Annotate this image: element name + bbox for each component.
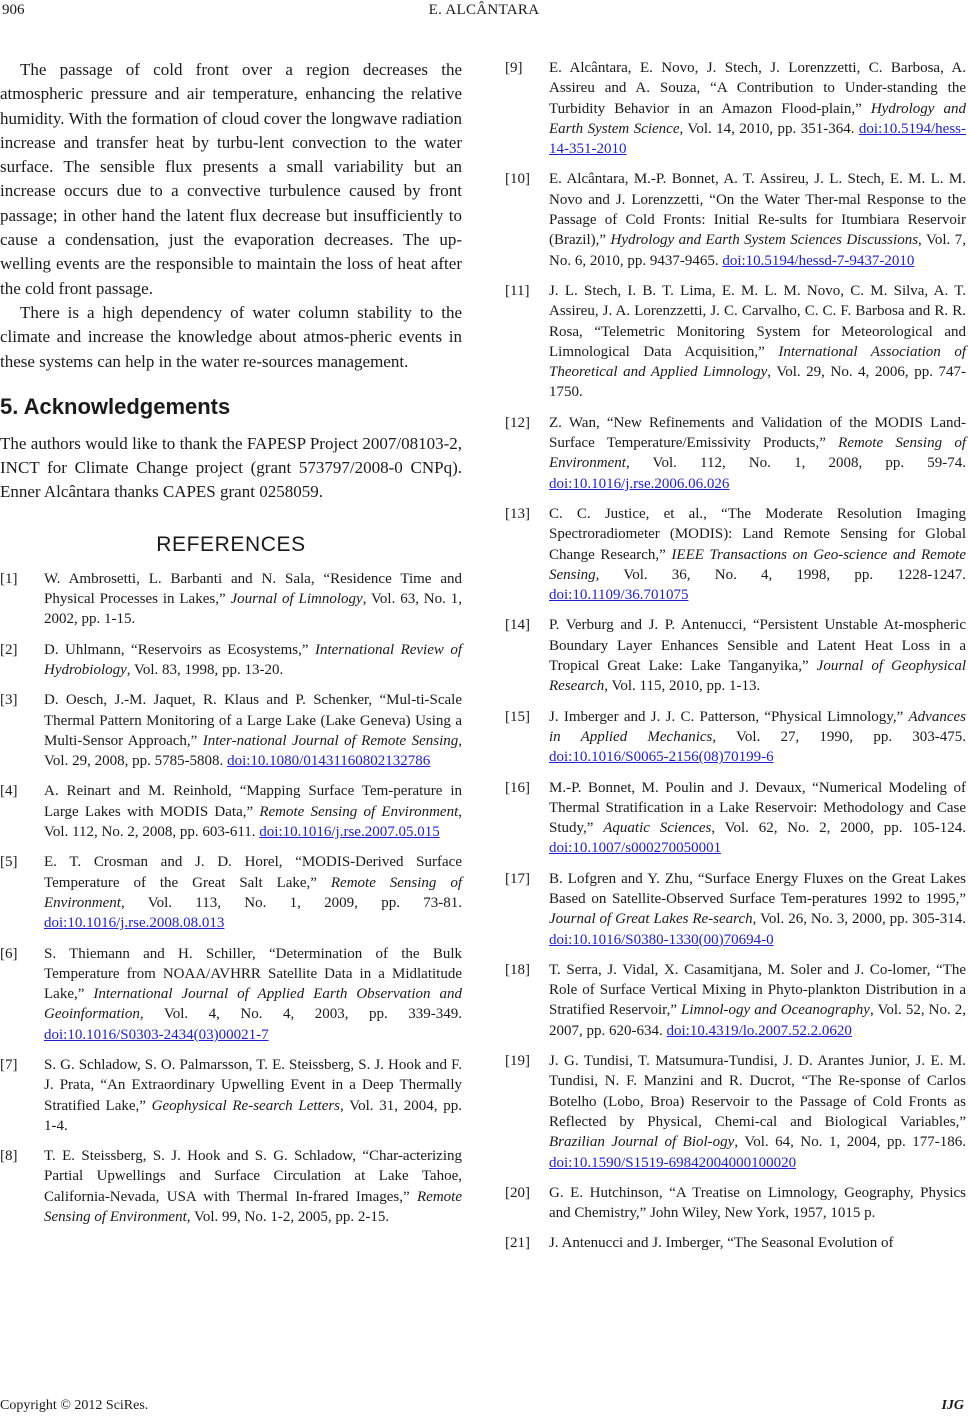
reference-details: , Vol. 112, No. 1, 2008, pp. 59-74. — [625, 455, 966, 472]
reference-text: D. Uhlmann, “Reservoirs as Ecosystems,” — [44, 641, 315, 658]
reference-number: [11] — [505, 282, 530, 299]
reference-details: , Vol. 29, No. 4, 2006, pp. 747-1750. — [549, 364, 966, 401]
reference-number: [8] — [0, 1148, 18, 1165]
reference-journal: Aquatic Sciences — [603, 820, 712, 837]
doi-link[interactable]: doi:10.1007/s000270050001 — [549, 840, 722, 857]
page-number: 906 — [2, 2, 25, 18]
reference-details: , Vol. 26, No. 3, 2000, pp. 305-314. — [752, 911, 967, 928]
reference-journal: Hydrology and Earth System Science — [549, 100, 966, 137]
reference-text: J. Imberger and J. J. C. Patterson, “Physical Limnology,” — [549, 708, 909, 725]
reference-entry — [0, 1146, 462, 1227]
doi-link[interactable]: doi:10.1016/S0380-1330(00)70694-0 — [549, 931, 774, 948]
reference-number: [12] — [505, 414, 530, 431]
reference-text: J. G. Tundisi, T. Matsumura-Tundisi, J. D. Arantes Junior, J. E. M. Tundisi, N. F. Manzini and R. Ducrot, “The Re-sponse of Carlos Botelho (Lobo, Broa) Reservoir to the Passage of Cold Fronts as Reflected by Physical, Chemi-cal and Biological Variables,” — [549, 1053, 966, 1130]
reference-list-right — [505, 58, 966, 1254]
reference-details: , Vol. 27, 1990, pp. 303-475. — [712, 728, 967, 745]
reference-journal: Journal of Geophysical Research — [549, 658, 967, 695]
reference-text: M.-P. Bonnet, M. Poulin and J. Devaux, “Numerical Modeling of Thermal Stratification in a Lake Reservoir: Methodology and Case Study,” — [549, 779, 966, 837]
reference-details: , Vol. 14, 2010, pp. 351-364. — [679, 120, 859, 137]
left-column — [0, 58, 462, 1237]
body-paragraph: The passage of cold front over a region decreases the atmospheric pressure and air temperature, enhancing the relative humidity. With the formation of cloud cover the longwave radiation increase and transfer heat by turbu-lent convection to the water surface. The sensible flux presents a small variability but an increase occurs due to a convective turbulence caused by front passage; in other hand the latent flux decrease but insufficiently to cause a condensation, just the evaporation decreases. The up-welling events are the responsible to maintain the loss of heat after the cold front passage. — [0, 60, 462, 298]
reference-number: [21] — [505, 1235, 530, 1252]
reference-entry — [505, 960, 966, 1041]
reference-details: , Vol. 64, No. 1, 2004, pp. 177-186. — [734, 1134, 966, 1151]
reference-text: J. Antenucci and J. Imberger, “The Seasonal Evolution of — [549, 1235, 894, 1252]
reference-journal: Advances in Applied Mechanics — [549, 708, 966, 745]
reference-journal: Limnol-ogy and Oceanography — [681, 1002, 870, 1019]
doi-link[interactable]: doi:10.1016/S0065-2156(08)70199-6 — [549, 749, 774, 766]
reference-text: S. Thiemann and H. Schiller, “Determination of the Bulk Temperature from NOAA/AVHRR Satellite Data in a Midlatitude Lake,” — [44, 945, 462, 1003]
doi-link[interactable]: doi:10.1016/S0303-2434(03)00021-7 — [44, 1026, 269, 1043]
reference-text: E. T. Crosman and J. D. Horel, “MODIS-Derived Surface Temperature of the Great Salt Lake,” — [44, 854, 462, 891]
doi-link[interactable]: doi:10.1109/36.701075 — [549, 587, 689, 604]
reference-journal: Brazilian Journal of Biol-ogy — [549, 1134, 735, 1151]
reference-details: , Vol. 113, No. 1, 2009, pp. 73-81. — [120, 894, 462, 911]
reference-entry — [505, 58, 966, 159]
reference-details: , Vol. 36, No. 4, 1998, pp. 1228-1247. — [595, 566, 966, 583]
reference-entry — [505, 1051, 966, 1173]
acknowledgements-heading: 5. Acknowledgements — [0, 393, 231, 419]
reference-details: , Vol. 115, 2010, pp. 1-13. — [604, 678, 761, 695]
reference-number: [15] — [505, 708, 530, 725]
reference-text: E. Alcântara, E. Novo, J. Stech, J. Lorenzzetti, C. Barbosa, A. Assireu and A. Souza, “A Contribution to Under-standing the Turbidity Behavior in an Amazon Flood-plain,” — [549, 60, 966, 117]
reference-journal: Inter-national Journal of Remote Sensing — [202, 732, 459, 749]
reference-text: E. Alcântara, M.-P. Bonnet, A. T. Assireu, J. L. Stech, E. M. L. M. Novo and J. Lorenzzetti, “On the Water Ther-mal Response to the Passage of Cold Fronts: Initial Re-sults for Itumbiara Reservoir (Brazil),” — [549, 171, 966, 249]
reference-entry — [505, 615, 966, 696]
reference-journal: Remote Sensing of Environment — [44, 874, 462, 911]
reference-text: A. Reinart and M. Reinhold, “Mapping Surface Tem-perature in Large Lakes with MODIS Data,” — [44, 783, 462, 820]
reference-number: [10] — [505, 171, 530, 188]
reference-number: [19] — [505, 1053, 530, 1070]
reference-text: B. Lofgren and Y. Zhu, “Surface Energy Fluxes on the Great Lakes Based on Satellite-Observed Surface Tem-peratures 1992 to 1995,” — [549, 870, 966, 907]
reference-journal: Journal of Limnology — [230, 591, 363, 608]
reference-text: C. C. Justice, et al., “The Moderate Resolution Imaging Spectroradiometer (MODIS): Land Remote Sensing for Global Change Research,” — [549, 505, 966, 563]
reference-number: [7] — [0, 1056, 18, 1073]
reference-number: [16] — [505, 779, 530, 796]
reference-text: J. L. Stech, I. B. T. Lima, E. M. L. M. Novo, C. M. Silva, A. T. Assireu, J. A. Lorenzzetti, J. C. Carvalho, C. C. F. Barbosa and R. R. Rosa, “Telemetric Monitoring System for Meteorological and Limnological Data Acquisition,” — [549, 282, 966, 360]
reference-journal: IEEE Transactions on Geo-science and Remote Sensing — [549, 546, 966, 583]
reference-journal: Remote Sensing of Environment — [549, 435, 966, 472]
reference-details: , Vol. 112, No. 2, 2008, pp. 603-611. — [44, 803, 463, 841]
reference-number: [6] — [0, 945, 18, 962]
references-heading: REFERENCES — [156, 532, 306, 556]
reference-text: S. G. Schladow, S. O. Palmarsson, T. E. Steissberg, S. J. Hook and F. J. Prata, “An Extraordinary Upwelling Event in a Deep Thermally Stratified Lake,” — [44, 1056, 462, 1114]
reference-details: , Vol. 31, 2004, pp. 1-4. — [44, 1097, 462, 1134]
reference-entry — [505, 707, 966, 768]
reference-entry — [0, 569, 462, 630]
reference-entry — [0, 781, 462, 842]
running-header-author: E. ALCÂNTARA — [428, 2, 540, 18]
reference-text: W. Ambrosetti, L. Barbanti and N. Sala, “Residence Time and Physical Processes in Lakes,” — [44, 570, 462, 608]
reference-entry — [0, 1055, 462, 1136]
reference-number: [14] — [505, 617, 530, 634]
reference-details: , Vol. 7, No. 6, 2010, pp. 9437-9465. — [549, 232, 966, 269]
doi-link[interactable]: doi:10.1016/j.rse.2006.06.026 — [549, 475, 730, 492]
doi-link[interactable]: doi:10.4319/lo.2007.52.2.0620 — [666, 1022, 852, 1039]
reference-entry — [505, 281, 966, 403]
doi-link[interactable]: doi:10.5194/hess-14-351-2010 — [549, 120, 966, 158]
journal-abbrev: IJG — [941, 1398, 964, 1413]
reference-number: [17] — [505, 870, 530, 887]
copyright-footer: Copyright © 2012 SciRes. — [0, 1398, 149, 1413]
reference-journal: Journal of Great Lakes Re-search — [549, 911, 753, 928]
reference-journal: Remote Sensing of Environment — [259, 803, 459, 820]
reference-text: T. E. Steissberg, S. J. Hook and S. G. Schladow, “Char-acterizing Partial Upwellings and Surface Circulation at Lake Tahoe, California-Nevada, USA with Thermal In-frared Images,” — [44, 1148, 462, 1205]
reference-journal: Geophysical Re-search Letters — [151, 1097, 341, 1114]
reference-number: [13] — [505, 505, 530, 522]
reference-details: , Vol. 99, No. 1-2, 2005, pp. 2-15. — [186, 1209, 390, 1226]
reference-text: T. Serra, J. Vidal, X. Casamitjana, M. Soler and J. Co-lomer, “The Role of Surface Vertical Mixing in Phyto-plankton Distribution in a Stratified Reservoir,” — [549, 961, 966, 1019]
reference-number: [2] — [0, 641, 18, 658]
reference-entry — [505, 1233, 966, 1253]
reference-entry — [505, 413, 966, 494]
reference-number: [5] — [0, 854, 18, 871]
reference-entry — [505, 1183, 966, 1224]
reference-details: , Vol. 52, No. 2, 2007, pp. 620-634. — [549, 1002, 966, 1039]
reference-number: [9] — [505, 60, 523, 76]
reference-journal: International Review of Hydrobiology — [44, 641, 462, 678]
reference-journal: International Association of Theoretical and Applied Limnology — [549, 343, 966, 381]
reference-number: [18] — [505, 961, 530, 978]
reference-details: , Vol. 63, No. 1, 2002, pp. 1-15. — [44, 591, 462, 628]
reference-number: [1] — [0, 570, 18, 587]
reference-text: P. Verburg and J. P. Antenucci, “Persistent Unstable At-mospheric Boundary Layer Enhances Sensible and Latent Heat Loss in a Tropical Great Lake: Lake Tanganyika,” — [549, 617, 966, 675]
reference-text: G. E. Hutchinson, “A Treatise on Limnology, Geography, Physics and Chemistry,” John Wiley, New York, 1957, 1015 p. — [549, 1184, 966, 1222]
doi-link[interactable]: doi:10.1080/01431160802132786 — [227, 753, 431, 770]
doi-link[interactable]: doi:10.1016/j.rse.2008.08.013 — [44, 915, 225, 932]
reference-number: [4] — [0, 783, 18, 800]
doi-link[interactable]: doi:10.1590/S1519-69842004000100020 — [549, 1154, 797, 1171]
reference-details: , Vol. 62, No. 2, 2000, pp. 105-124. — [711, 820, 967, 837]
right-column — [505, 58, 966, 1264]
reference-entry — [505, 869, 966, 950]
reference-entry — [505, 778, 966, 859]
reference-entry — [0, 690, 462, 771]
reference-details: , Vol. 29, 2008, pp. 5785-5808. — [44, 732, 462, 770]
acknowledgements-text: The authors would like to thank the FAPESP Project 2007/08103-2, INCT for Climate Change project (grant 573797/2008-0 CNPq). Enner Alcântara thanks CAPES grant 0258059. — [0, 433, 462, 502]
reference-text: Z. Wan, “New Refinements and Validation of the MODIS Land-Surface Temperature/Emissivity Products,” — [549, 414, 966, 452]
doi-link[interactable]: doi:10.5194/hessd-7-9437-2010 — [722, 252, 915, 269]
reference-text: D. Oesch, J.-M. Jaquet, R. Klaus and P. Schenker, “Mul-ti-Scale Thermal Pattern Monitoring of a Large Lake (Lake Geneva) Using a Multi-Sensor Approach,” — [44, 692, 462, 749]
doi-link[interactable]: doi:10.1016/j.rse.2007.05.015 — [259, 824, 440, 841]
reference-journal: Hydrology and Earth System Sciences Discussions — [610, 232, 919, 249]
reference-entry — [0, 640, 462, 681]
reference-list-left — [0, 569, 462, 1228]
reference-details: , Vol. 4, No. 4, 2003, pp. 339-349. — [139, 1006, 462, 1023]
reference-journal: Remote Sensing of Environment — [44, 1188, 462, 1226]
reference-entry — [0, 852, 462, 933]
reference-entry — [0, 944, 462, 1045]
reference-entry — [505, 169, 966, 270]
reference-details: , Vol. 83, 1998, pp. 13-20. — [126, 661, 284, 678]
reference-journal: International Journal of Applied Earth Observation and Geoinformation — [44, 986, 462, 1023]
reference-number: [20] — [505, 1184, 530, 1201]
reference-number: [3] — [0, 692, 18, 709]
body-paragraph: There is a high dependency of water column stability to the climate and increase the knowledge about atmos-pheric events in these systems can help in the water re-sources management. — [0, 302, 462, 371]
reference-entry — [505, 504, 966, 605]
